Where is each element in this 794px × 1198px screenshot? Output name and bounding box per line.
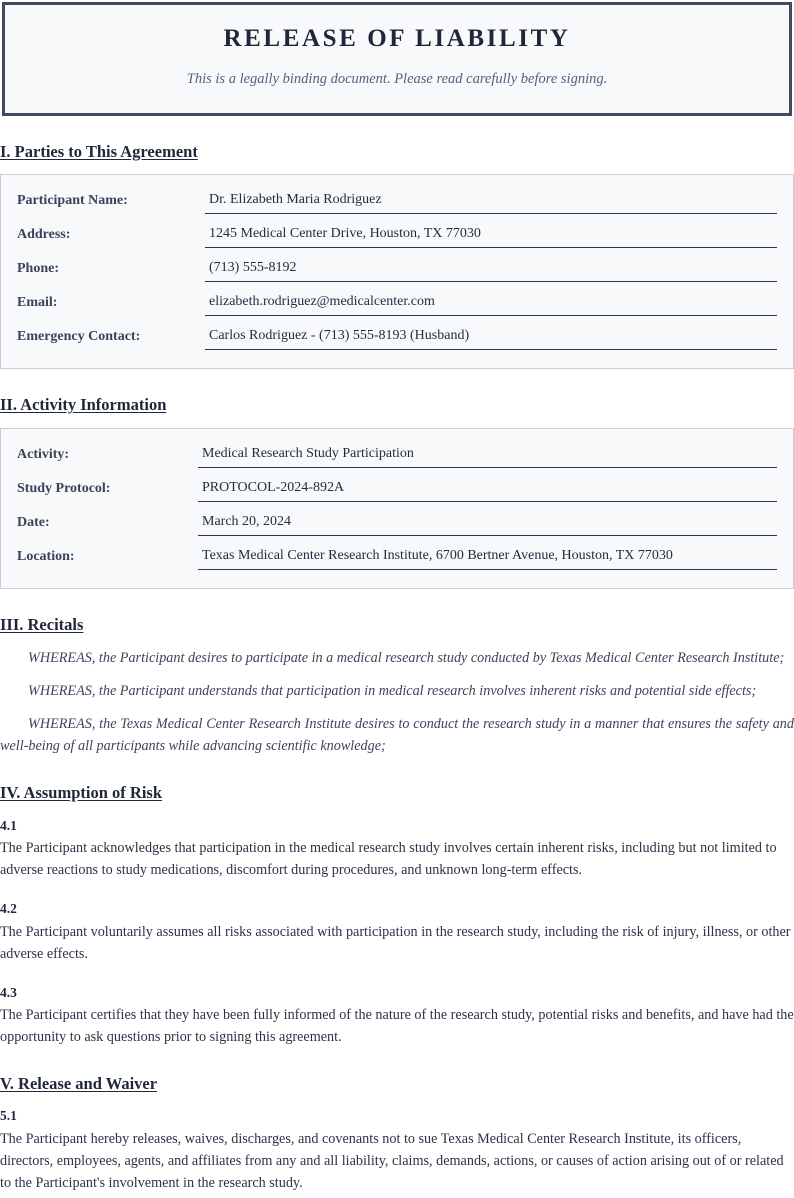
section-heading-assumption-of-risk-text: IV. Assumption of Risk [0, 783, 163, 803]
activity-info-box [0, 428, 794, 589]
field-value-phone[interactable]: (713) 555-8192 [205, 257, 777, 282]
field-row [17, 291, 777, 316]
recital-paragraph: WHEREAS, the Participant understands that participation in medical research involves inherent risks and potential side effects; [28, 683, 757, 700]
document-header [2, 2, 792, 116]
clause-text: The Participant hereby releases, waives, discharges, and covenants not to sue Texas Medical Center Research Institute, its officers, directors, employees, agents, and affiliates from any and all liability, claims, demands, actions, or causes of action arising out of or related to the Participant's involvement in the research study. [0, 1130, 784, 1191]
clause-text: The Participant acknowledges that participation in the medical research study involves certain inherent risks, including but not limited to adverse reactions to study medications, discomfort during procedures, and unknown long-term effects. [0, 840, 777, 879]
field-row [17, 223, 777, 248]
document-title: RELEASE OF LIABILITY [223, 25, 571, 52]
section-heading-activity [0, 395, 794, 416]
field-label-phone: Phone: [17, 261, 59, 277]
section-heading-recitals-text: III. Recitals [0, 614, 84, 634]
clause [0, 983, 794, 1048]
field-row [17, 257, 777, 282]
clause-number: 4.2 [0, 901, 17, 917]
section-assumption-of-risk [0, 783, 794, 1047]
field-label-location: Location: [17, 548, 75, 564]
field-label-participant-name: Participant Name: [17, 193, 128, 209]
clause [0, 899, 794, 964]
parties-info-box [0, 174, 794, 369]
section-recitals [0, 615, 794, 758]
section-heading-parties-text: I. Parties to This Agreement [0, 141, 198, 161]
field-label-email: Email: [17, 295, 58, 311]
recital-paragraph: WHEREAS, the Participant desires to participate in a medical research study conducted by Texas Medical Center Research Institute; [28, 650, 785, 667]
section-release-and-waiver [0, 1074, 794, 1194]
field-label-activity: Activity: [17, 446, 70, 462]
section-heading-release-and-waiver-text: V. Release and Waiver [0, 1073, 158, 1093]
clause-number: 4.3 [0, 984, 17, 1000]
document-subtitle: This is a legally binding document. Please read carefully before signing. [186, 70, 608, 87]
field-row [17, 443, 777, 468]
clause [0, 1106, 794, 1193]
field-label-date: Date: [17, 514, 50, 530]
clause-number: 4.1 [0, 818, 17, 834]
field-row [17, 189, 777, 214]
field-value-email[interactable]: elizabeth.rodriguez@medicalcenter.com [205, 291, 777, 316]
clause-number: 5.1 [0, 1108, 17, 1124]
field-row [17, 545, 777, 570]
field-value-emergency-contact[interactable]: Carlos Rodriguez - (713) 555-8193 (Husband) [205, 325, 777, 350]
section-heading-assumption-of-risk [0, 783, 794, 804]
field-value-study-protocol[interactable]: PROTOCOL-2024-892A [198, 477, 777, 502]
field-label-emergency-contact: Emergency Contact: [17, 329, 141, 345]
field-value-activity[interactable]: Medical Research Study Participation [198, 443, 777, 468]
field-label-study-protocol: Study Protocol: [17, 480, 111, 496]
section-heading-activity-text: II. Activity Information [0, 395, 167, 415]
section-parties [0, 142, 794, 370]
field-row [17, 511, 777, 536]
field-row [17, 325, 777, 350]
clause-text: The Participant voluntarily assumes all risks associated with participation in the research study, including the risk of injury, illness, or other adverse effects. [0, 923, 791, 962]
clause-text: The Participant certifies that they have been fully informed of the nature of the research study, potential risks and benefits, and have had the opportunity to ask questions prior to signing this agreement. [0, 1006, 794, 1045]
field-value-date[interactable]: March 20, 2024 [198, 511, 777, 536]
field-value-address[interactable]: 1245 Medical Center Drive, Houston, TX 77030 [205, 223, 777, 248]
section-heading-release-and-waiver [0, 1074, 794, 1095]
recital-paragraph: WHEREAS, the Texas Medical Center Research Institute desires to conduct the research study in a manner that ensures the safety and well-being of all participants while advancing scientific knowledge; [0, 716, 794, 755]
clause [0, 816, 794, 881]
field-label-address: Address: [17, 227, 71, 243]
field-value-location[interactable]: Texas Medical Center Research Institute, 6700 Bertner Avenue, Houston, TX 77030 [198, 545, 777, 570]
section-activity [0, 395, 794, 589]
field-row [17, 477, 777, 502]
section-heading-recitals [0, 615, 794, 636]
section-heading-parties [0, 142, 794, 163]
field-value-participant-name[interactable]: Dr. Elizabeth Maria Rodriguez [205, 189, 777, 214]
